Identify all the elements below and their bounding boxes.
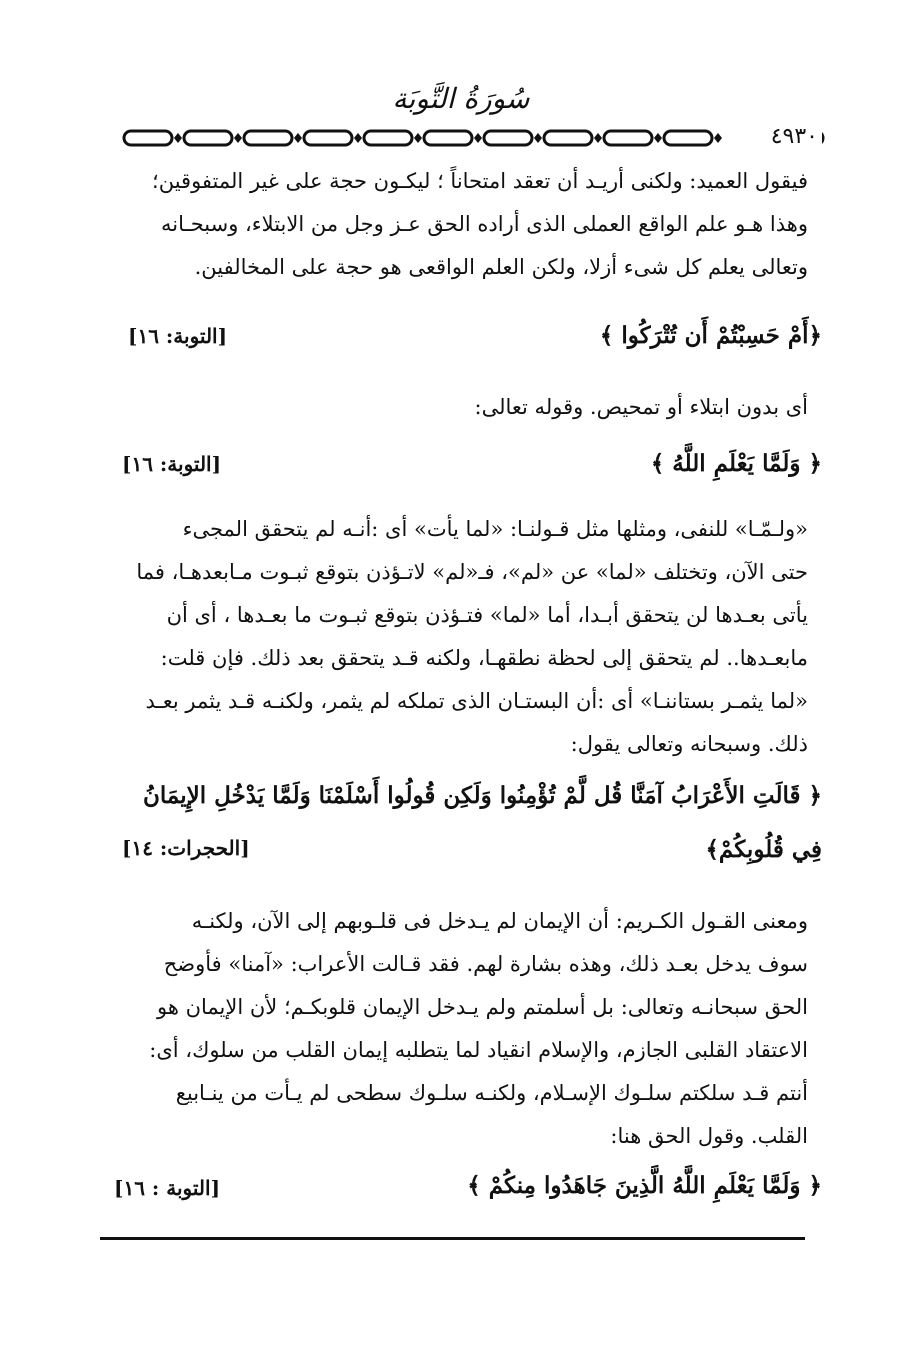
text-line: «لما يثمـر بستاننـا» أى :أن البستـان الذى تملكه لم يثمر، ولكنـه قـد يثمر بعـد [145,689,808,713]
text-line: القلب. وقول الحق هنا: [610,1124,808,1148]
quran-verse: ﴿أَمْ حَسِبْتُمْ أَن تُتْرَكُوا ﴾ [599,322,822,349]
text-line: يأتى بعـدها لن يتحقق أبـدا، أما «لما» فتـؤذن بتوقع ثبـوت ما بعـدها ، أى أن [166,603,808,627]
page-number: ٤٩٣٠ [767,124,822,149]
text-line: وتعالى يعلم كل شىء أزلا، ولكن العلم الواقعى هو حجة على المخالفين. [194,255,808,279]
text-line: الاعتقاد القلبى الجازم، والإسلام انقياد لما يتطلبه إيمان القلب من سلوك، أى: [149,1038,808,1062]
paragraph-3 [118,900,808,1158]
surah-title: سُورَةُ التَّوبَة [392,82,530,115]
bottom-rule [100,1237,805,1240]
text-line: فيقول العميد: ولكنى أريـد أن تعقد امتحاناً ؛ ليكـون حجة على غير المتفوقين؛ [152,169,808,193]
quran-verse: ﴿ قَالَتِ الأَعْرَابُ آمَنَّا قُل لَّمْ تُؤْمِنُوا وَلَكِن قُولُوا أَسْلَمْنَا وَلَمَّا يَدْخُلِ الإِيمَانُ [143,782,822,809]
verse-reference: [التوبة: ١٦] [122,452,222,476]
text-line: أى بدون ابتلاء أو تمحيص. وقوله تعالى: [474,395,808,419]
text-line: أنتم قـد سلكتم سلـوك الإسـلام، ولكنـه سلـوك سطحى لم يـأت من ينـابيع [175,1081,808,1105]
paragraph-2 [118,508,808,766]
text-line: الحق سبحانـه وتعالى: بل أسلمتم ولم يـدخل الإيمان قلوبكـم؛ لأن الإيمان هو [156,995,808,1019]
text-line: «ولـمّـا» للنفى، ومثلها مثل قـولنـا: «لما يأت» أى :أنـه لم يتحقق المجىء [182,517,808,541]
text-line: سوف يدخل بعـد ذلك، وهذه بشارة لهم. فقد قـالت الأعراب: «آمنا» فأوضح [163,952,808,976]
text-line: وهذا هـو علم الواقع العملى الذى أراده الحق عـز وجل من الابتلاء، وسبحـانه [161,212,808,236]
ornamental-border [120,126,825,150]
verse-reference: [الحجرات: ١٤] [122,836,250,860]
quran-verse: ﴿ وَلَمَّا يَعْلَمِ اللَّهُ ﴾ [650,450,822,477]
text-line: ومعنى القـول الكـريم: أن الإيمان لم يـدخل فى قلـوبهم إلى الآن، ولكنـه [191,909,808,933]
verse-reference: [التوبة: ١٦] [128,324,228,348]
paragraph-1 [118,160,808,289]
text-line: ذلك. وسبحانه وتعالى يقول: [570,732,808,756]
text-line: مابعـدها.. لم يتحقق إلى لحظة نطقهـا، ولكنه قـد يتحقق بعد ذلك. فإن قلت: [160,646,808,670]
quran-verse: ﴿ وَلَمَّا يَعْلَمِ اللَّهُ الَّذِينَ جَاهَدُوا مِنكُمْ ﴾ [467,1172,822,1199]
text-line: حتى الآن، وتختلف «لما» عن «لم»، فـ«لم» لاتـؤذن بتوقع ثبـوت مـابعدهـا، فما [136,560,808,584]
verse-reference: [التوبة : ١٦] [114,1176,221,1200]
quran-verse: فِي قُلُوبِكُمْ﴾ [705,836,822,863]
